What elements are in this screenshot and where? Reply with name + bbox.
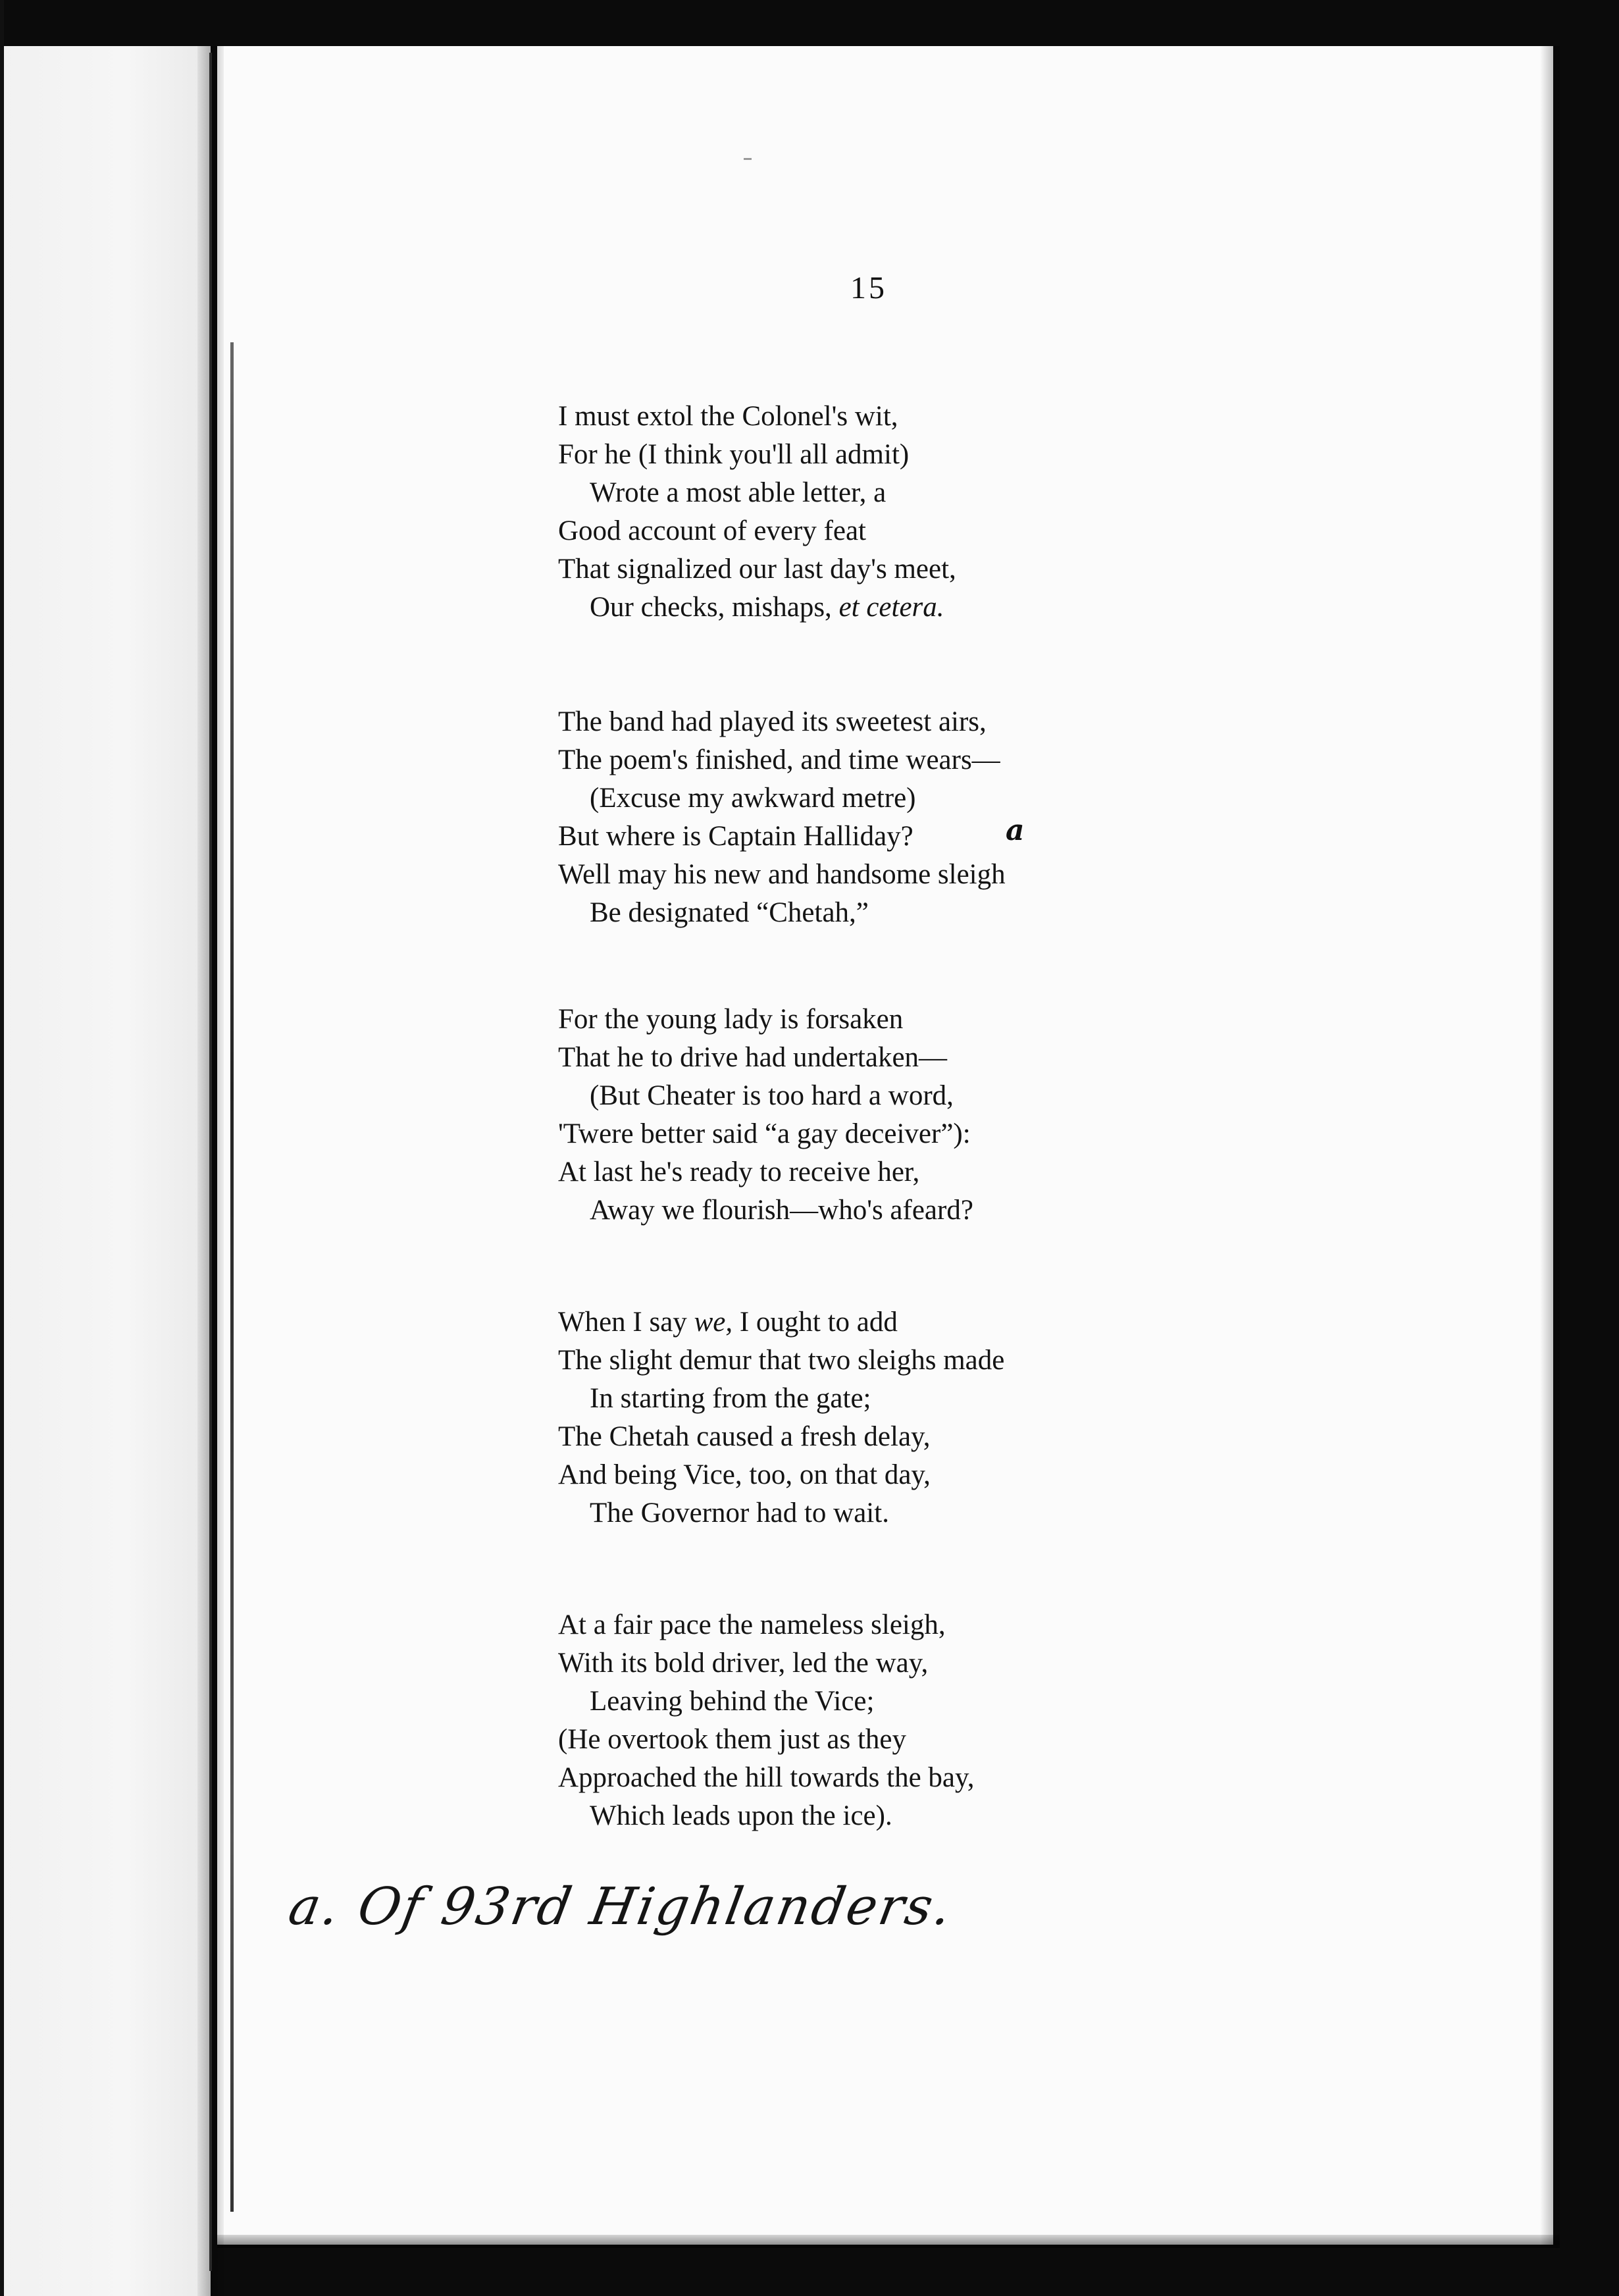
poem-line-italic: et cetera. [838,592,944,623]
poem-line: At a fair pace the nameless sleigh, [558,1609,946,1640]
poem-line: In starting from the gate; [590,1383,871,1414]
poem-line: That signalized our last day's meet, [558,554,956,585]
poem-line-text: I ought to add [739,1307,898,1338]
poem-line: The Governor had to wait. [590,1498,889,1528]
poem-line: (He overtook them just as they [558,1724,907,1755]
poem-line: Approached the hill towards the bay, [558,1762,975,1793]
poem-line: Good account of every feat [558,515,867,546]
page-bottom-shadow [217,2235,1560,2248]
stanza-4 [558,1303,1479,1532]
poem-line: Leaving behind the Vice; [590,1686,875,1717]
page-right-edge-shadow [1540,46,1560,2245]
poem-line: 'Twere better said “a gay deceiver”): [558,1118,971,1149]
poem-line: For he (I think you'll all admit) [558,439,910,470]
stanza-1 [558,398,1479,627]
poem-line: With its bold driver, led the way, [558,1648,929,1679]
poem-line: The band had played its sweetest airs, [558,706,987,737]
poem-line: And being Vice, too, on that day, [558,1459,931,1490]
poem-line: (But Cheater is too hard a word, [590,1080,954,1111]
book-spine-line [209,53,212,2271]
poem-line: But where is Captain Halliday? [558,821,913,852]
poem-line: (Excuse my awkward metre) [590,783,916,814]
stanza-3 [558,1001,1479,1230]
page-speck [744,158,752,160]
stanza-5 [558,1606,1479,1835]
poem-line [558,588,1479,627]
poem-line: For the young lady is forsaken [558,1004,904,1035]
poem-line: At last he's ready to receive her, [558,1157,920,1187]
page-fold-line [230,342,234,2212]
handwritten-annotation-mark: a [1006,814,1025,847]
handwritten-footnote: a. Of 93rd Highlanders. [284,1877,958,1937]
page-number: 15 [850,271,887,305]
poem-line: Which leads upon the ice). [590,1800,892,1831]
poem-line: The Chetah caused a fresh delay, [558,1421,931,1452]
poem-line [558,1303,1479,1342]
poem-line: Be designated “Chetah,” [590,897,869,928]
poem-line: Away we flourish—who's afeard? [590,1195,973,1226]
previous-page-edge [0,46,211,2296]
poem-line: The slight demur that two sleighs made [558,1345,1005,1376]
poem-line: The poem's finished, and time wears— [558,744,1000,775]
scan-border [0,0,4,2296]
poem-line: Well may his new and handsome sleigh [558,859,1006,890]
poem-line: I must extol the Colonel's wit, [558,401,898,432]
poem-line-text: Our checks, mishaps, [590,592,832,623]
poem-line: That he to drive had undertaken— [558,1042,948,1073]
poem-line: Wrote a most able letter, a [590,477,887,508]
poem-line-italic: we, [694,1307,733,1338]
poem-line-text: When I say [558,1307,687,1338]
